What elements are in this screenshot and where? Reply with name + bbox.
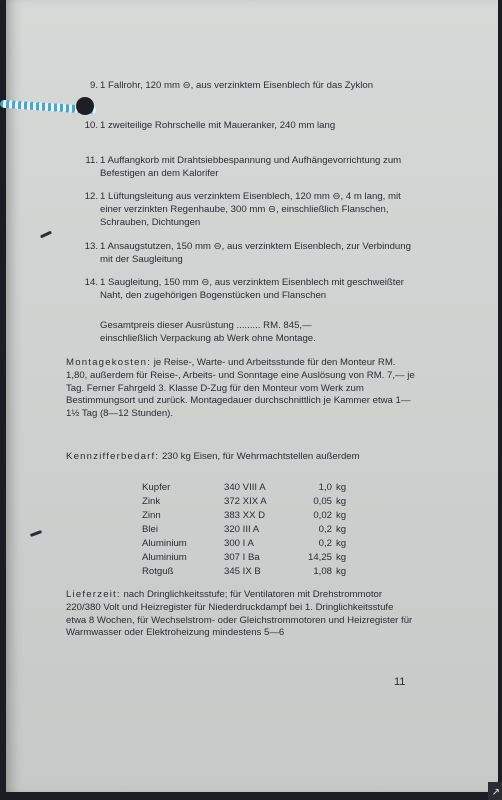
- kennziffer-section: [66, 451, 416, 464]
- material-name: Zink: [142, 496, 161, 507]
- material-name: Aluminium: [142, 552, 187, 563]
- item-number: 12.: [84, 191, 98, 202]
- item-number: 9.: [89, 80, 98, 91]
- list-item: [64, 79, 414, 92]
- item-number: 14.: [84, 277, 98, 288]
- lieferzeit-section: [66, 589, 416, 640]
- material-row: [142, 510, 392, 524]
- material-code: 383 XX D: [224, 510, 266, 521]
- kennziffer-heading: Kennzifferbedarf:: [66, 451, 160, 462]
- material-unit: kg: [336, 510, 347, 521]
- material-name: Kupfer: [142, 482, 171, 493]
- material-code: 372 XIX A: [224, 496, 267, 507]
- material-code: 300 I A: [224, 538, 254, 549]
- lieferzeit-heading: Lieferzeit:: [66, 589, 121, 600]
- item-text: 1 Auffangkorb mit Drahtsiebbespannung und Aufhängevorrichtung zum Befestigen an dem Kalorifer: [100, 155, 402, 179]
- material-row: [142, 566, 392, 580]
- page-mark: [30, 530, 42, 537]
- item-text: 1 Ansaugstutzen, 150 mm ⊖, aus verzinktem Eisenblech, zur Verbindung mit der Saugleitung: [100, 241, 411, 265]
- material-qty: 14,25: [307, 552, 332, 563]
- material-row: [142, 524, 392, 538]
- total-price-note: einschließlich Verpackung ab Werk ohne Montage.: [100, 333, 316, 344]
- material-code: 307 I Ba: [224, 552, 260, 563]
- document-page: [6, 0, 498, 792]
- material-row: [142, 552, 392, 566]
- material-code: 320 III A: [224, 524, 260, 535]
- kennziffer-text: 230 kg Eisen, für Wehrmachtstellen außerdem: [161, 451, 360, 462]
- list-item: [64, 276, 414, 302]
- material-qty: 1,08: [313, 566, 332, 577]
- material-name: Rotguß: [142, 566, 174, 577]
- material-qty: 0,2: [318, 538, 332, 549]
- material-name: Aluminium: [142, 538, 187, 549]
- material-name: Zinn: [142, 510, 161, 521]
- material-qty: 0,05: [313, 496, 332, 507]
- material-row: [142, 496, 392, 510]
- material-unit: kg: [336, 482, 347, 493]
- item-text: 1 Saugleitung, 150 mm ⊖, aus verzinktem Eisenblech mit geschweißter Naht, den zugehörigen Bogenstücken und Flanschen: [100, 277, 404, 301]
- material-row: [142, 538, 392, 552]
- material-unit: kg: [336, 552, 347, 563]
- material-row: [142, 482, 392, 496]
- list-item: [64, 154, 414, 180]
- material-unit: kg: [336, 538, 347, 549]
- list-item: [64, 119, 414, 132]
- item-number: 11.: [85, 155, 98, 166]
- resize-corner[interactable]: [488, 782, 502, 800]
- montage-text: je Reise-, Warte- und Arbeitsstunde für den Monteur RM. 1,80, außerdem für Reise-, Arbeits- und Sonntage eine Auslösung von RM. 7,— je Tag. Ferner Fahrgeld 3. Klasse D-Zug für den Monteur vom Werk zum Bestimmungsort und zurück. Montagedauer durchschnittlich je Kammer etwa 1—1½ Tag (8—12 Stunden).: [66, 357, 415, 420]
- total-price-line: Gesamtpreis dieser Ausrüstung ......... RM. 845,—: [100, 320, 312, 331]
- item-text: 1 Lüftungsleitung aus verzinktem Eisenblech, 120 mm ⊖, 4 m lang, mit einer verzinkten Regenhaube, 300 mm ⊖, einschließlich Flanschen, Schrauben, Dichtungen: [100, 191, 401, 228]
- resize-corner-icon[interactable]: ↗: [491, 787, 500, 798]
- material-unit: kg: [336, 566, 347, 577]
- material-unit: kg: [336, 524, 347, 535]
- material-qty: 0,02: [313, 510, 332, 521]
- montage-heading: Montagekosten:: [66, 357, 152, 368]
- material-code: 340 VIII A: [224, 482, 266, 493]
- material-code: 345 IX B: [224, 566, 261, 577]
- material-qty: 1,0: [318, 482, 332, 493]
- list-item: [64, 190, 414, 229]
- item-number: 13.: [84, 241, 98, 252]
- montage-section: [66, 357, 416, 421]
- item-text: 1 zweiteilige Rohrschelle mit Maueranker, 240 mm lang: [100, 120, 336, 131]
- material-unit: kg: [336, 496, 347, 507]
- page-mark: [40, 231, 52, 239]
- material-qty: 0,2: [318, 524, 332, 535]
- item-text: 1 Fallrohr, 120 mm ⊖, aus verzinktem Eisenblech für das Zyklon: [100, 80, 374, 91]
- material-name: Blei: [142, 524, 158, 535]
- punch-hole: [76, 97, 94, 115]
- item-number: 10.: [84, 120, 98, 131]
- list-item: [64, 240, 414, 266]
- page-number: 11: [394, 676, 406, 688]
- lieferzeit-text: nach Dringlichkeitsstufe; für Ventilatoren mit Drehstrommotor 220/380 Volt und Heizregister für Niederdruckdampf bei 1. Dringlichkeitsstufe etwa 8 Wochen, für Wechselstrom- oder Gleichstrommotoren und Heizregister für Warmwasser oder Elektroheizung mindestens 5—6: [66, 589, 413, 639]
